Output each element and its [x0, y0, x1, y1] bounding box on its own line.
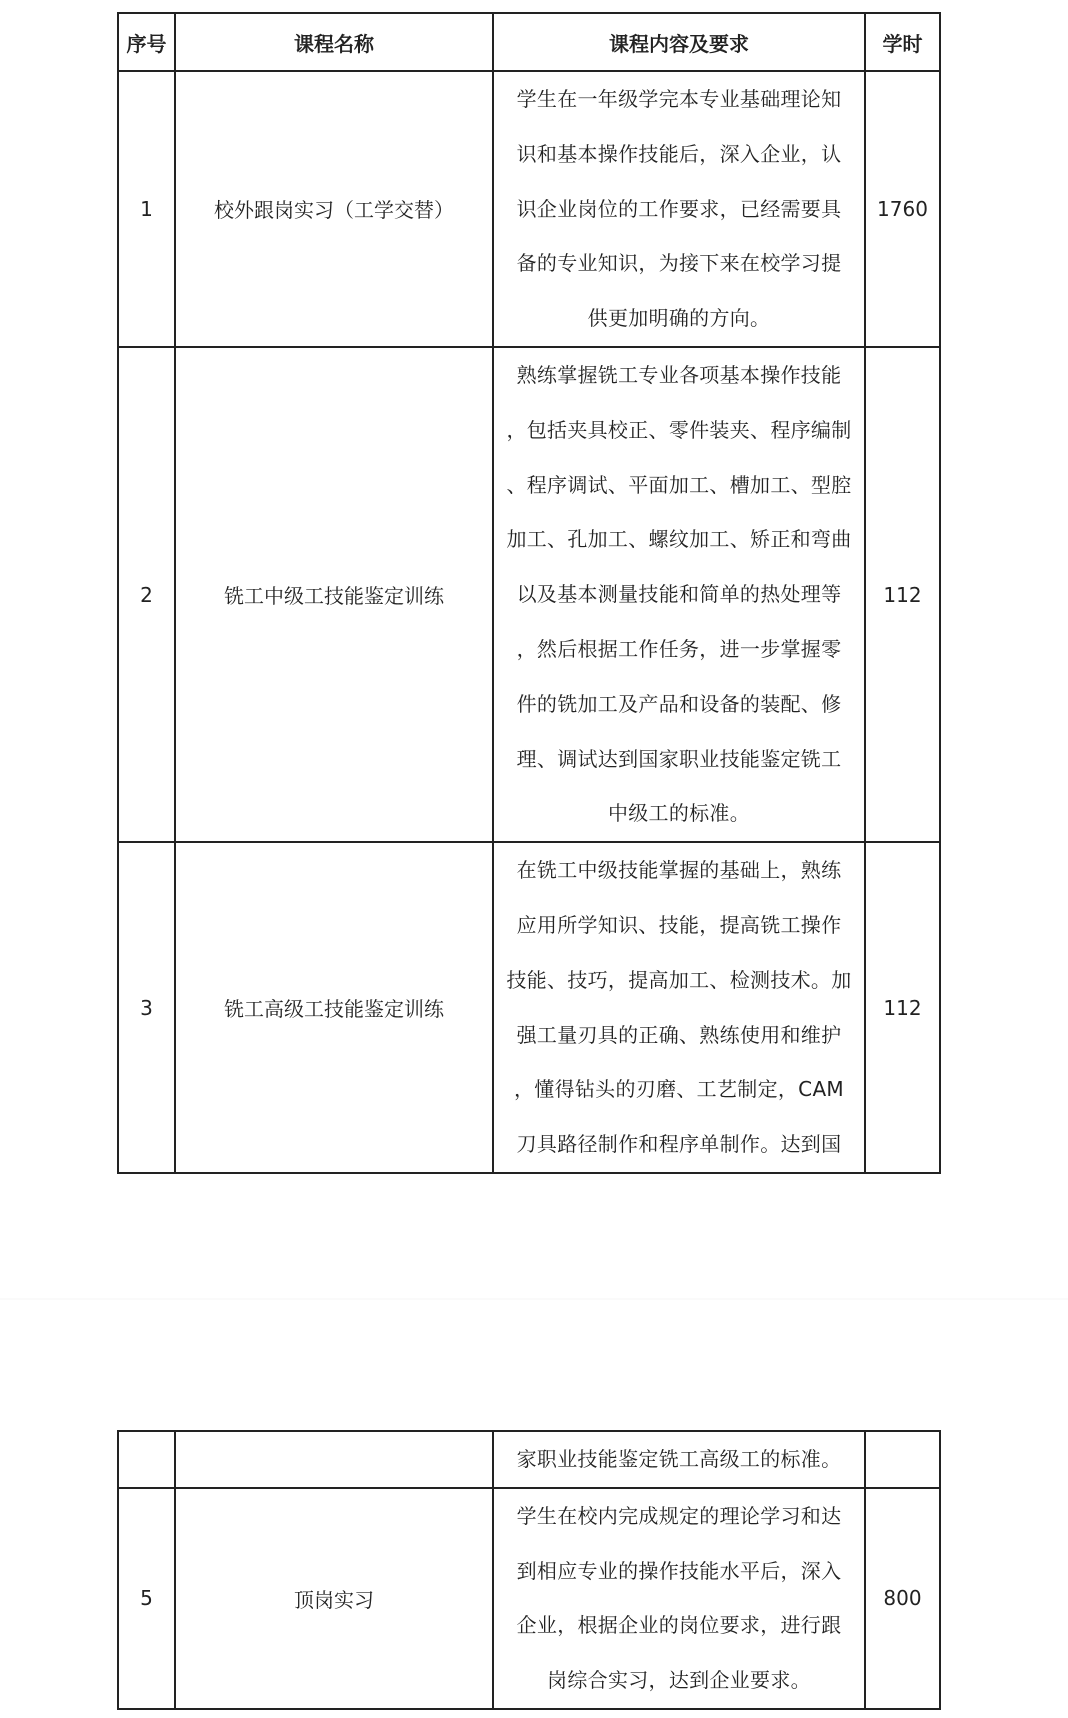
content-line: 强工量刃具的正确、熟练使用和维护 [516, 1022, 842, 1047]
course-table-bottom [117, 1430, 941, 1710]
content-line: 刀具路径制作和程序单制作。达到国 [516, 1132, 842, 1157]
row-course-name: 铣工中级工技能鉴定训练 [175, 347, 493, 842]
content-line: 以及基本测量技能和简单的热处理等 [516, 582, 842, 607]
row-course-name: 校外跟岗实习（工学交替） [175, 71, 493, 347]
row-course-name [175, 1431, 493, 1488]
table-header-row [118, 13, 940, 71]
content-line: 学生在一年级学完本专业基础理论知 [516, 87, 842, 111]
row-course-content [493, 71, 865, 347]
row-no [118, 1431, 175, 1488]
content-line: 技能、技巧，提高加工、检测技术。加 [506, 967, 852, 992]
row-no: 3 [118, 842, 175, 1173]
table-row [118, 1488, 940, 1709]
row-no: 1 [118, 71, 175, 347]
header-no: 序号 [118, 13, 175, 71]
row-hours: 112 [865, 842, 940, 1173]
content-line: 家职业技能鉴定铣工高级工的标准。 [516, 1447, 842, 1471]
table-row [118, 71, 940, 347]
page-break [0, 1298, 1068, 1300]
content-line: 件的铣加工及产品和设备的装配、修 [516, 691, 842, 716]
row-course-name: 铣工高级工技能鉴定训练 [175, 842, 493, 1173]
row-hours [865, 1431, 940, 1488]
table-row-continuation [118, 1431, 940, 1488]
content-line: 、程序调试、平面加工、槽加工、型腔 [506, 472, 852, 497]
header-course-content: 课程内容及要求 [493, 13, 865, 71]
content-line: 到相应专业的操作技能水平后，深入 [516, 1558, 842, 1583]
content-line: 在铣工中级技能掌握的基础上，熟练 [516, 858, 842, 883]
row-course-content [493, 842, 865, 1173]
content-line: 备的专业知识，为接下来在校学习提 [516, 251, 842, 276]
content-line: 熟练掌握铣工专业各项基本操作技能 [516, 362, 842, 387]
content-line: 企业，根据企业的岗位要求，进行跟 [516, 1613, 842, 1638]
content-line: ，懂得钻头的刃磨、工艺制定，CAM [513, 1077, 844, 1102]
course-table-top [117, 12, 941, 1174]
header-course-name: 课程名称 [175, 13, 493, 71]
content-line: 应用所学知识、技能，提高铣工操作 [516, 912, 842, 937]
row-course-content [493, 1488, 865, 1709]
content-line: 理、调试达到国家职业技能鉴定铣工 [516, 746, 842, 771]
row-hours: 800 [865, 1488, 940, 1709]
row-course-content [493, 1431, 865, 1488]
content-line: ，包括夹具校正、零件装夹、程序编制 [506, 417, 852, 442]
content-line: ，然后根据工作任务，进一步掌握零 [516, 636, 842, 661]
row-course-name: 顶岗实习 [175, 1488, 493, 1709]
table-row [118, 842, 940, 1173]
content-line: 供更加明确的方向。 [587, 306, 771, 331]
header-hours: 学时 [865, 13, 940, 71]
row-hours: 1760 [865, 71, 940, 347]
content-line: 岗综合实习，达到企业要求。 [547, 1668, 811, 1693]
content-line: 学生在校内完成规定的理论学习和达 [516, 1503, 842, 1528]
content-line: 加工、孔加工、螺纹加工、矫正和弯曲 [506, 527, 852, 552]
row-course-content [493, 347, 865, 842]
row-no: 2 [118, 347, 175, 842]
content-line: 识企业岗位的工作要求，已经需要具 [516, 196, 842, 221]
row-hours: 112 [865, 347, 940, 842]
content-line: 中级工的标准。 [607, 801, 751, 826]
row-no: 5 [118, 1488, 175, 1709]
content-line: 识和基本操作技能后，深入企业，认 [516, 141, 842, 166]
table-row [118, 347, 940, 842]
